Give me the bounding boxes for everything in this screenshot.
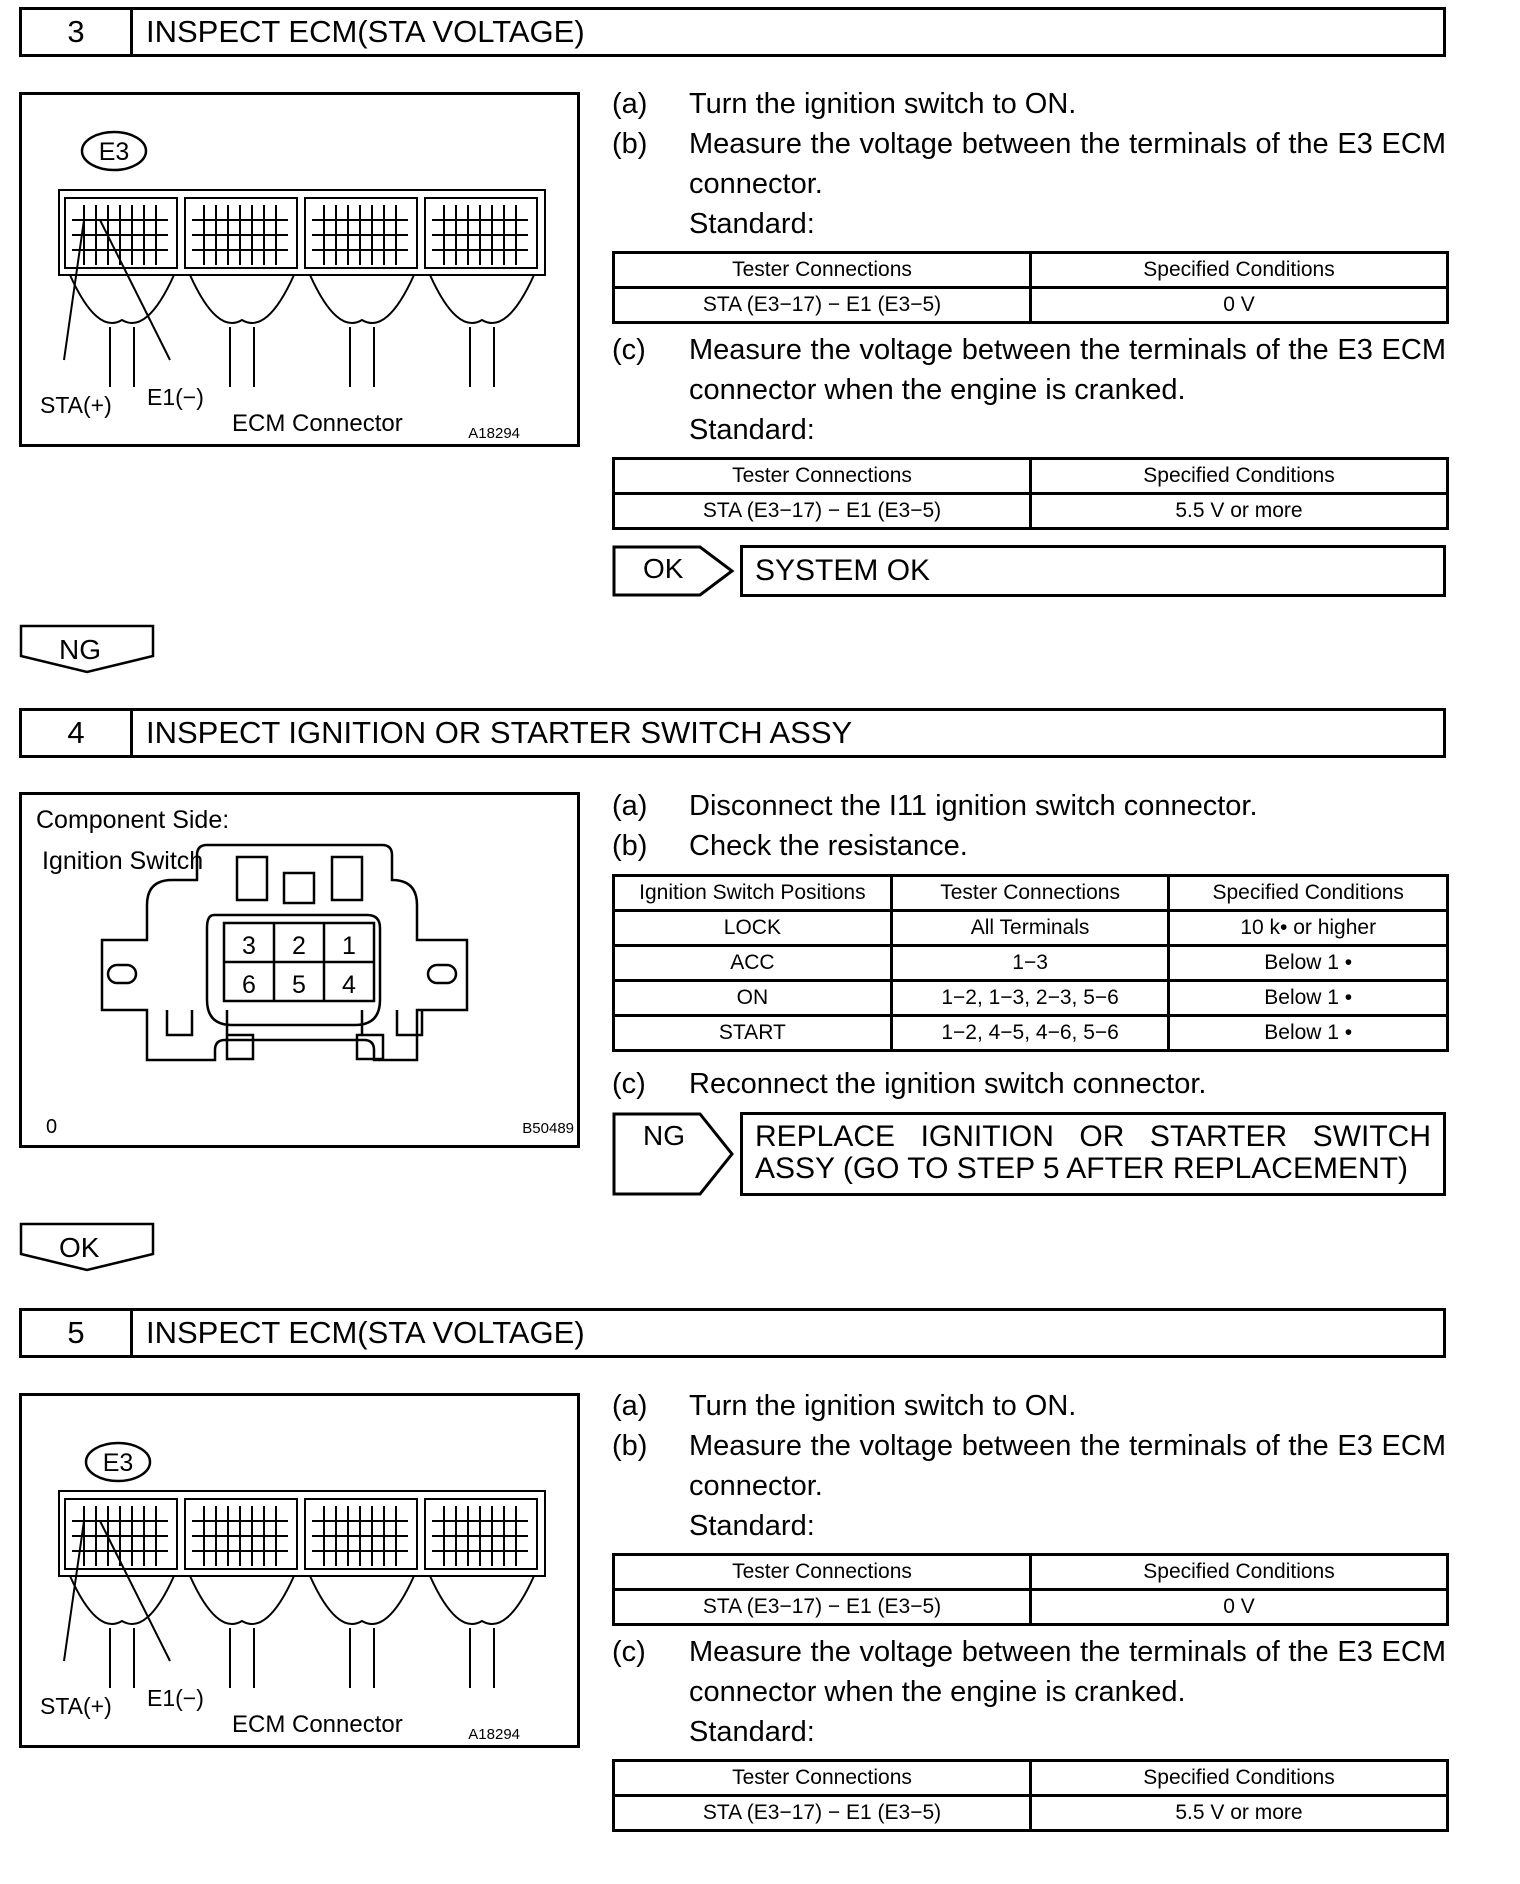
e1-label: E1(−) xyxy=(147,1685,204,1711)
table-cell: 1−2, 1−3, 2−3, 5−6 xyxy=(891,981,1169,1016)
pin-5: 5 xyxy=(292,971,306,999)
resistance-table xyxy=(612,874,1449,1052)
instruction-c xyxy=(612,1064,1446,1104)
table-header: Specified Conditions xyxy=(1169,876,1448,911)
step-number: 4 xyxy=(22,711,133,755)
table-cell: START xyxy=(614,1016,892,1051)
result-box xyxy=(740,545,1446,597)
figure-caption: ECM Connector xyxy=(232,1711,403,1738)
step-title: INSPECT ECM(STA VOLTAGE) xyxy=(146,1315,585,1350)
step-title: INSPECT ECM(STA VOLTAGE) xyxy=(146,14,585,49)
corner-label: 0 xyxy=(46,1116,58,1138)
step-3-header xyxy=(19,7,1446,57)
step-4-header xyxy=(19,708,1446,758)
instruction-text: Disconnect the I11 ignition switch connector. xyxy=(689,790,1258,822)
step-number: 5 xyxy=(22,1311,133,1355)
table-header: Specified Conditions xyxy=(1031,253,1448,288)
table-row xyxy=(614,1016,1448,1051)
instruction-text: Measure the voltage between the terminals of the E3 ECM connector. xyxy=(689,128,1446,200)
table-cell: ACC xyxy=(614,946,892,981)
ignition-switch-label: Ignition Switch xyxy=(42,847,204,875)
pin-3: 3 xyxy=(242,932,256,960)
ignition-switch-illustration xyxy=(22,795,583,1151)
table-row xyxy=(614,981,1448,1016)
table-cell: All Terminals xyxy=(891,911,1169,946)
sta-label: STA(+) xyxy=(40,392,112,418)
table-header: Ignition Switch Positions xyxy=(614,876,892,911)
table-cell: 0 V xyxy=(1031,1590,1448,1625)
branch-label: OK xyxy=(643,553,684,584)
table-row xyxy=(614,911,1448,946)
e1-label: E1(−) xyxy=(147,384,204,410)
instruction-label: (a) xyxy=(612,1390,648,1422)
figure-code: A18294 xyxy=(468,425,520,442)
instruction-text: Measure the voltage between the terminals of the E3 ECM connector when the engine is cranked. xyxy=(689,1636,1446,1708)
sta-label: STA(+) xyxy=(40,1693,112,1719)
instruction-label: (b) xyxy=(612,830,648,862)
step-number: 3 xyxy=(22,10,133,54)
instruction-label: (b) xyxy=(612,1430,648,1462)
table-cell: ON xyxy=(614,981,892,1016)
standard-label: Standard: xyxy=(689,414,815,446)
figure-code: A18294 xyxy=(468,1726,520,1743)
table-cell: LOCK xyxy=(614,911,892,946)
instruction-c xyxy=(612,1632,1446,1752)
table-header: Specified Conditions xyxy=(1031,1555,1448,1590)
ecm-connector-figure xyxy=(19,1393,580,1748)
instruction-label: (a) xyxy=(612,790,648,822)
instruction-text: Measure the voltage between the terminals of the E3 ECM connector. xyxy=(689,1430,1446,1502)
standard-label: Standard: xyxy=(689,1510,815,1542)
table-header: Tester Connections xyxy=(614,459,1031,494)
branch-label: NG xyxy=(643,1120,685,1151)
instruction-label: (a) xyxy=(612,88,648,120)
instruction-text: Reconnect the ignition switch connector. xyxy=(689,1068,1207,1100)
instruction-text: Check the resistance. xyxy=(689,830,968,862)
table-cell: STA (E3−17) − E1 (E3−5) xyxy=(614,288,1031,323)
spec-table-c xyxy=(612,457,1449,530)
instruction-text: Turn the ignition switch to ON. xyxy=(689,1390,1077,1422)
table-cell: 5.5 V or more xyxy=(1031,494,1448,529)
table-cell: 1−3 xyxy=(891,946,1169,981)
ok-badge-label: OK xyxy=(59,1232,100,1263)
spec-table-b xyxy=(612,1553,1449,1626)
step-title: INSPECT IGNITION OR STARTER SWITCH ASSY xyxy=(146,715,853,750)
table-header: Tester Connections xyxy=(614,1555,1031,1590)
table-cell: 1−2, 4−5, 4−6, 5−6 xyxy=(891,1016,1169,1051)
pin-2: 2 xyxy=(292,932,306,960)
instruction-label: (b) xyxy=(612,128,648,160)
instruction-text: Measure the voltage between the terminals of the E3 ECM connector when the engine is cranked. xyxy=(689,334,1446,406)
table-header: Tester Connections xyxy=(891,876,1169,911)
ignition-switch-figure xyxy=(19,792,580,1148)
connector-label: E3 xyxy=(102,1449,134,1477)
pin-6: 6 xyxy=(242,971,256,999)
table-cell: 5.5 V or more xyxy=(1031,1796,1448,1831)
instruction-a xyxy=(612,786,1446,826)
figure-code: B50489 xyxy=(522,1120,574,1137)
table-cell: 0 V xyxy=(1031,288,1448,323)
instruction-b xyxy=(612,1426,1446,1546)
table-row xyxy=(614,946,1448,981)
instruction-c xyxy=(612,330,1446,450)
pin-4: 4 xyxy=(342,971,356,999)
result-text: SYSTEM OK xyxy=(755,554,931,587)
standard-label: Standard: xyxy=(689,1716,815,1748)
table-header: Specified Conditions xyxy=(1031,1761,1448,1796)
step-5-header xyxy=(19,1308,1446,1358)
figure-caption: ECM Connector xyxy=(232,410,403,437)
table-cell: STA (E3−17) − E1 (E3−5) xyxy=(614,1796,1031,1831)
table-cell: STA (E3−17) − E1 (E3−5) xyxy=(614,1590,1031,1625)
instruction-label: (c) xyxy=(612,1636,646,1668)
result-text-line2: ASSY (GO TO STEP 5 AFTER REPLACEMENT) xyxy=(755,1152,1408,1185)
table-cell: Below 1 • xyxy=(1169,981,1448,1016)
spec-table-b xyxy=(612,251,1449,324)
instruction-a xyxy=(612,84,1446,124)
ecm-connector-figure xyxy=(19,92,580,447)
ng-badge-label: NG xyxy=(59,634,101,665)
instruction-text: Turn the ignition switch to ON. xyxy=(689,88,1077,120)
spec-table-c xyxy=(612,1759,1449,1832)
instruction-b xyxy=(612,124,1446,244)
table-header: Specified Conditions xyxy=(1031,459,1448,494)
result-box xyxy=(740,1112,1446,1196)
table-cell: Below 1 • xyxy=(1169,1016,1448,1051)
result-text-line1: REPLACE IGNITION OR STARTER SWITCH xyxy=(755,1120,1431,1153)
connector-label: E3 xyxy=(98,138,130,166)
ecm-connector-illustration xyxy=(22,95,583,450)
ecm-connector-illustration xyxy=(22,1396,583,1751)
component-side-label: Component Side: xyxy=(36,806,230,834)
instruction-b xyxy=(612,826,1446,866)
instruction-label: (c) xyxy=(612,334,646,366)
table-header: Tester Connections xyxy=(614,253,1031,288)
table-cell: STA (E3−17) − E1 (E3−5) xyxy=(614,494,1031,529)
instruction-a xyxy=(612,1386,1446,1426)
table-header: Tester Connections xyxy=(614,1761,1031,1796)
pin-1: 1 xyxy=(342,932,356,960)
standard-label: Standard: xyxy=(689,208,815,240)
table-cell: 10 k• or higher xyxy=(1169,911,1448,946)
instruction-label: (c) xyxy=(612,1068,646,1100)
table-cell: Below 1 • xyxy=(1169,946,1448,981)
